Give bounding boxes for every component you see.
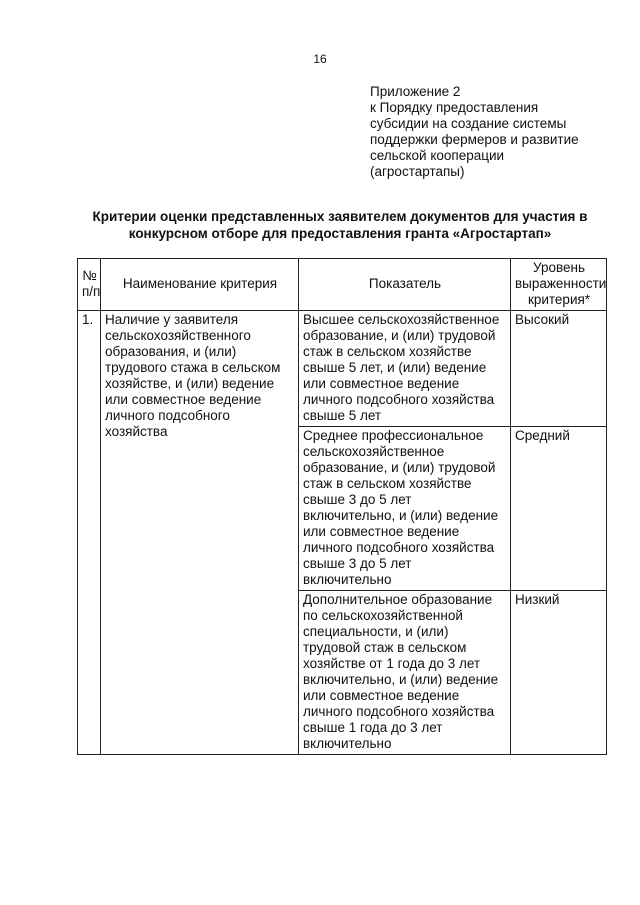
indicator-line: или совместное ведение: [303, 376, 460, 391]
indicator-line: образование, и (или) трудовой: [303, 460, 496, 475]
header-text: критерия*: [527, 292, 591, 307]
indicator-line: или совместное ведение: [303, 524, 460, 539]
indicator-line: свыше 3 до 5 лет: [303, 492, 412, 507]
title-line: конкурсном отборе для предоставления гранта «Агростартап»: [128, 226, 552, 241]
indicator-line: свыше 1 года до 3 лет: [303, 720, 443, 735]
header-text: №: [82, 268, 97, 283]
header-text: Наименование критерия: [122, 276, 278, 291]
level-cell-high: Высокий: [511, 311, 607, 427]
header-text: Уровень: [532, 260, 585, 275]
indicator-line: свыше 3 до 5 лет: [303, 556, 412, 571]
criterion-line: сельскохозяйственного: [105, 328, 251, 343]
indicator-line: свыше 5 лет, и (или) ведение: [303, 360, 487, 375]
appendix-line: субсидии на создание системы: [370, 116, 567, 131]
level-cell-low: Низкий: [511, 591, 607, 755]
indicator-line: Среднее профессиональное: [303, 428, 484, 443]
indicator-line: личного подсобного хозяйства: [303, 392, 495, 407]
indicator-line: включительно, и (или) ведение: [303, 672, 499, 687]
appendix-line: Приложение 2: [370, 84, 461, 99]
indicator-line: стаж в сельском хозяйстве: [303, 476, 472, 491]
appendix-line: к Порядку предоставления: [370, 100, 539, 115]
criterion-line: трудового стажа в сельском: [105, 360, 281, 375]
indicator-line: Дополнительное образование: [303, 592, 493, 607]
indicator-cell-low: [299, 591, 511, 755]
level-cell-medium: Средний: [511, 427, 607, 591]
header-text: выраженности: [515, 276, 607, 291]
indicator-line: свыше 5 лет: [303, 408, 382, 423]
header-criterion: [101, 259, 299, 311]
appendix-line: сельской кооперации: [370, 148, 505, 163]
criterion-line: личного подсобного: [105, 408, 230, 423]
appendix-line: поддержки фермеров и развитие: [370, 132, 579, 147]
table-row: [78, 311, 607, 427]
indicator-cell-high: [299, 311, 511, 427]
criterion-line: Наличие у заявителя: [105, 312, 239, 327]
indicator-line: Высшее сельскохозяйственное: [303, 312, 500, 327]
indicator-line: личного подсобного хозяйства: [303, 704, 495, 719]
table-header-row: [78, 259, 607, 311]
indicator-line: специальности, и (или): [303, 624, 449, 639]
indicator-line: трудовой стаж в сельском: [303, 640, 467, 655]
indicator-line: или совместное ведение: [303, 688, 460, 703]
document-title: [60, 208, 620, 242]
indicator-line: включительно: [303, 736, 392, 751]
indicator-line: образование, и (или) трудовой: [303, 328, 496, 343]
indicator-line: включительно, и (или) ведение: [303, 508, 499, 523]
header-text: Показатель: [368, 276, 442, 291]
criterion-line: хозяйства: [105, 424, 168, 439]
header-indicator: [299, 259, 511, 311]
criterion-line: или совместное ведение: [105, 392, 262, 407]
indicator-line: стаж в сельском хозяйстве: [303, 344, 472, 359]
title-line: Критерии оценки представленных заявителем документов для участия в: [92, 209, 588, 224]
appendix-line: (агростартапы): [370, 164, 465, 179]
criteria-table: [77, 258, 607, 755]
indicator-line: по сельскохозяйственной: [303, 608, 463, 623]
indicator-line: личного подсобного хозяйства: [303, 540, 495, 555]
page-number: 16: [313, 52, 327, 66]
criterion-cell: [101, 311, 299, 755]
appendix-note: [370, 84, 620, 180]
criterion-line: образования, и (или): [105, 344, 237, 359]
header-number: [78, 259, 101, 311]
indicator-line: сельскохозяйственное: [303, 444, 445, 459]
header-level: [511, 259, 607, 311]
header-text: п/п: [82, 284, 101, 299]
row-number: 1.: [78, 311, 101, 755]
indicator-line: хозяйстве от 1 года до 3 лет: [303, 656, 481, 671]
indicator-cell-medium: [299, 427, 511, 591]
indicator-line: включительно: [303, 572, 392, 587]
criterion-line: хозяйстве, и (или) ведение: [105, 376, 275, 391]
